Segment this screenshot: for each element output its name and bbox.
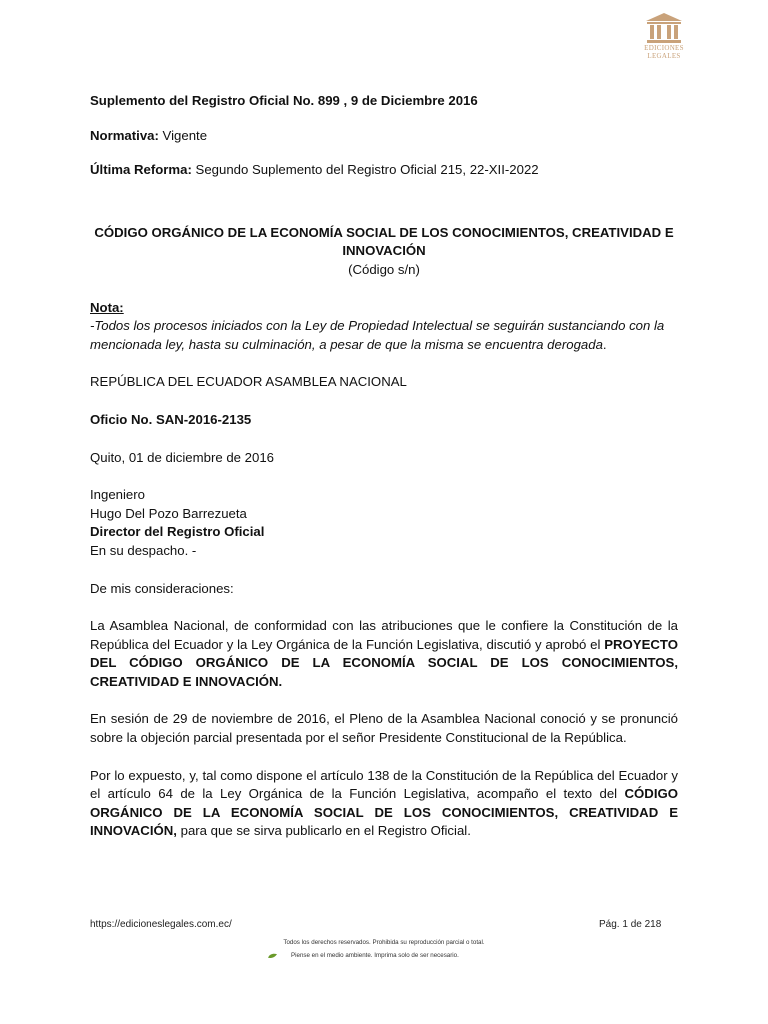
reforma-label: Última Reforma:	[90, 162, 192, 178]
nota-label: Nota:	[90, 299, 124, 315]
columns-temple-icon	[644, 12, 684, 44]
reforma-line	[90, 161, 678, 180]
page-number: Pág. 1 de 218	[599, 919, 662, 930]
recipient-position: Director del Registro Oficial	[90, 524, 265, 540]
recipient-title: Ingeniero	[90, 487, 145, 503]
normativa-line	[90, 127, 678, 146]
nota-text: -Todos los procesos iniciados con la Ley de Propiedad Intelectual se seguirán sustanciando con la mencionada ley, hasta su culminación, a pesar de que la misma se encuentra derogada.	[90, 318, 665, 352]
logo-text-2: LEGALES	[647, 52, 681, 60]
recipient-name: Hugo Del Pozo Barrezueta	[90, 505, 247, 521]
environment-text: Piense en el medio ambiente. Imprima solo de ser necesario.	[291, 952, 459, 959]
normativa-value: Vigente	[158, 127, 208, 143]
document-code: (Código s/n)	[348, 261, 420, 277]
republica-heading: REPÚBLICA DEL ECUADOR ASAMBLEA NACIONAL	[90, 374, 407, 390]
paragraph-1: La Asamblea Nacional, de conformidad con las atribuciones que le confiere la Constitución de la República del Ecuador y la Ley Orgánica de la Función Legislativa, discutió y aprobó el PROYECTO DEL CÓDIGO ORGÁNICO DE LA ECONOMÍA SOCIAL DE LOS CONOCIMIENTOS, CREATIVIDAD E INNOVACIÓN.	[90, 618, 678, 689]
footer-url-link[interactable]: https://edicioneslegales.com.ec/	[90, 919, 232, 930]
oficio-number: Oficio No. SAN-2016-2135	[90, 411, 252, 427]
paragraph-2: En sesión de 29 de noviembre de 2016, el Pleno de la Asamblea Nacional conoció y se pronunció sobre la objeción parcial presentada por el señor Presidente Constitucional de la República.	[90, 711, 678, 746]
document-title: CÓDIGO ORGÁNICO DE LA ECONOMÍA SOCIAL DE LOS CONOCIMIENTOS, CREATIVIDAD E INNOVACIÓN	[94, 224, 674, 259]
reforma-value: Segundo Suplemento del Registro Oficial 215, 22-XII-2022	[191, 162, 539, 178]
paragraph-3: Por lo expuesto, y, tal como dispone el artículo 138 de la Constitución de la República del Ecuador y el artículo 64 de la Ley Orgánica de la Función Legislativa, acompaño el texto del CÓDIGO ORGÁNICO DE LA ECONOMÍA SOCIAL DE LOS CONOCIMIENTOS, CREATIVIDAD E INNOVACIÓN, para que se sirva publicarlo en el Registro Oficial.	[90, 767, 678, 839]
logo-text-1: EDICIONES	[644, 44, 684, 52]
recipient-office: En su despacho. -	[90, 542, 197, 558]
environment-notice	[268, 952, 459, 959]
salutation: De mis consideraciones:	[90, 580, 234, 596]
suplemento-line: Suplemento del Registro Oficial No. 899 , 9 de Diciembre 2016	[90, 93, 478, 108]
letter-date: Quito, 01 de diciembre de 2016	[90, 449, 275, 465]
ediciones-legales-logo	[636, 12, 692, 68]
rights-notice: Todos los derechos reservados. Prohibida su reproducción parcial o total.	[283, 939, 485, 946]
normativa-label: Normativa:	[90, 127, 159, 143]
leaf-icon	[268, 953, 277, 959]
document-body	[90, 92, 678, 841]
